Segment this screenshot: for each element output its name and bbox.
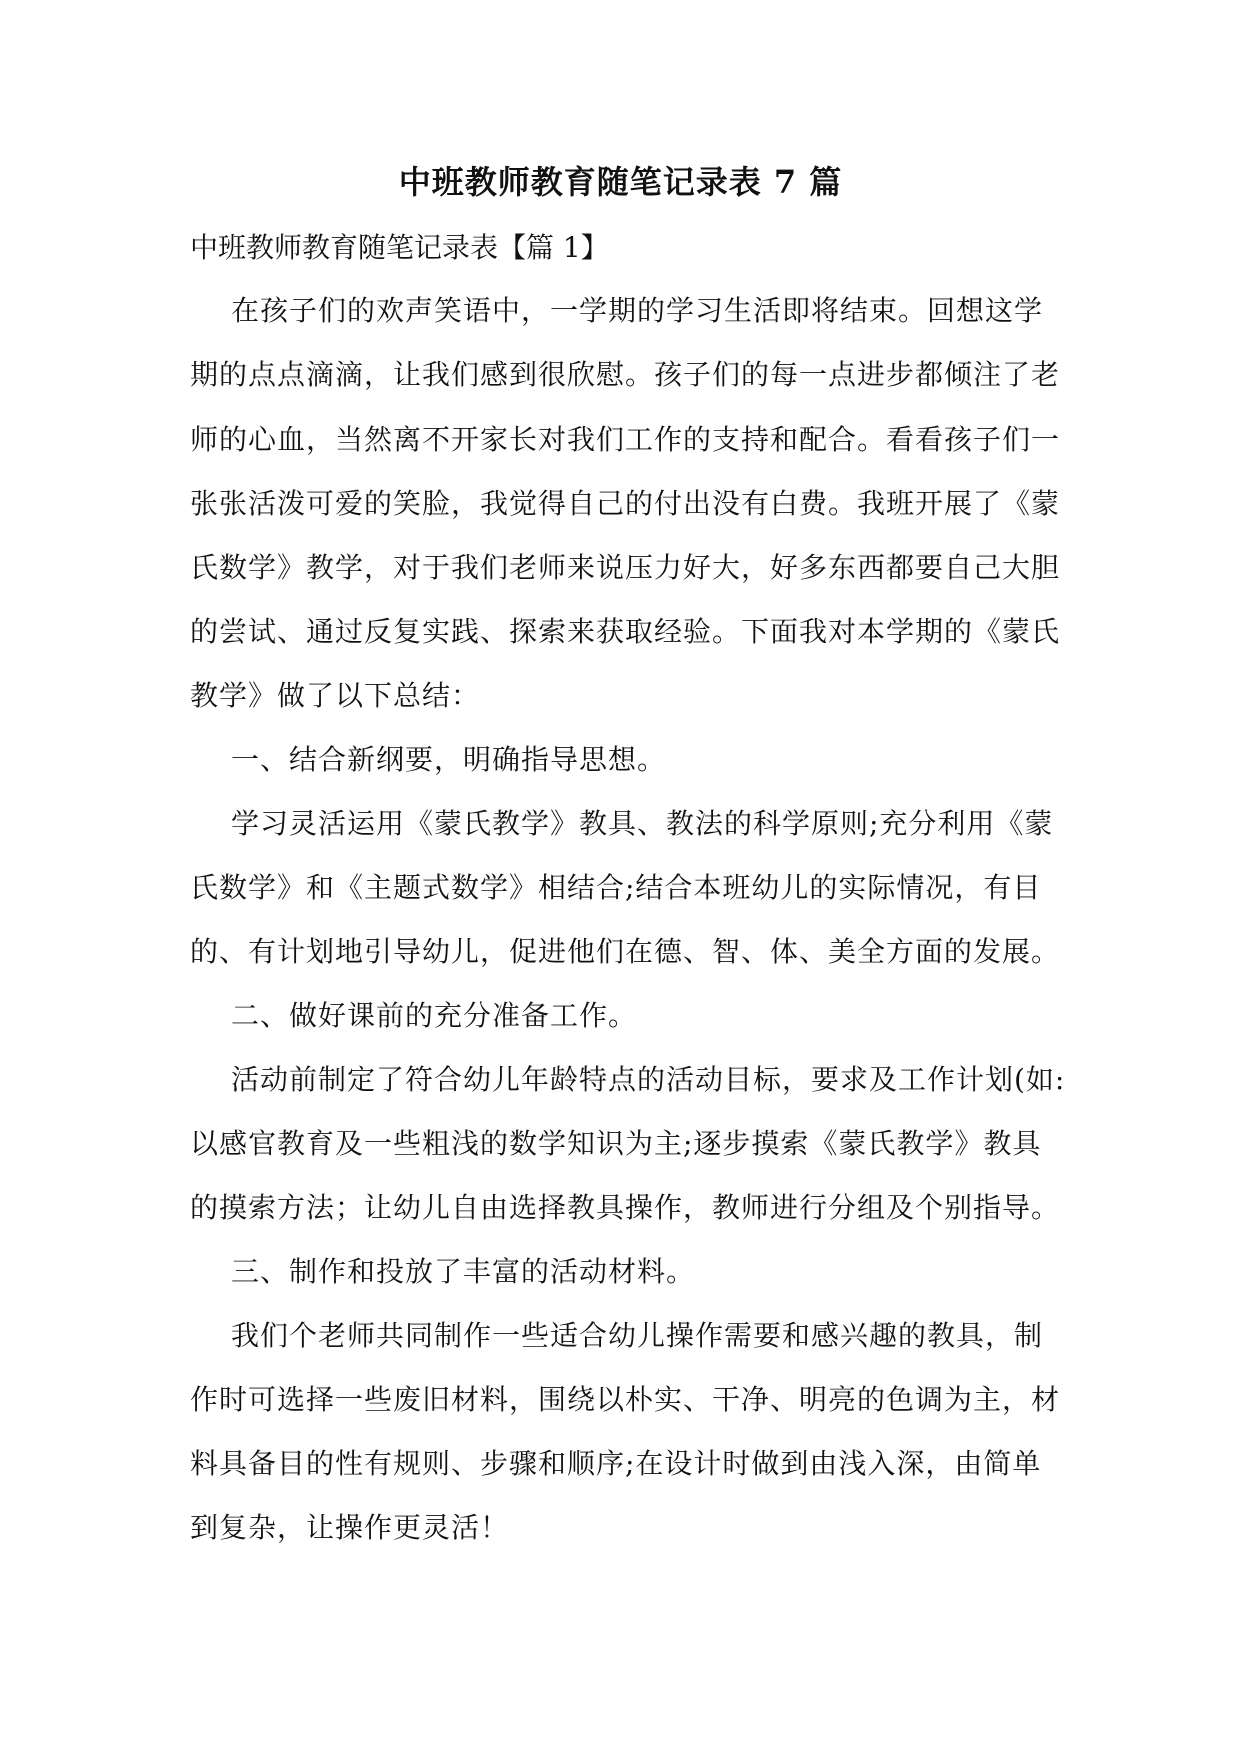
paragraph-line: 期的点点滴滴，让我们感到很欣慰。孩子们的每一点进步都倾注了老 (190, 358, 1061, 391)
document-title: 中班教师教育随笔记录表 7 篇 (398, 163, 843, 201)
paragraph-line: 的摸索方法；让幼儿自由选择教具操作，教师进行分组及个别指导。 (190, 1191, 1061, 1224)
paragraph-line: 氏数学》和《主题式数学》相结合;结合本班幼儿的实际情况，有目 (190, 871, 1042, 904)
paragraph-line: 学习灵活运用《蒙氏教学》教具、教法的科学原则;充分利用《蒙 (231, 807, 1054, 840)
paragraph-line: 师的心血，当然离不开家长对我们工作的支持和配合。看看孩子们一 (190, 423, 1061, 456)
paragraph-line: 到复杂，让操作更灵活！ (190, 1511, 510, 1544)
paragraph-line: 我们个老师共同制作一些适合幼儿操作需要和感兴趣的教具，制 (231, 1319, 1044, 1352)
paragraph-line: 活动前制定了符合幼儿年龄特点的活动目标，要求及工作计划(如: (231, 1063, 1066, 1096)
paragraph-line: 作时可选择一些废旧材料，围绕以朴实、干净、明亮的色调为主，材 (190, 1383, 1061, 1416)
paragraph-line: 氏数学》教学，对于我们老师来说压力好大，好多东西都要自己大胆 (190, 551, 1061, 584)
paragraph-line: 张张活泼可爱的笑脸，我觉得自己的付出没有白费。我班开展了《蒙 (190, 487, 1061, 520)
subheading-line: 二、做好课前的充分准备工作。 (231, 999, 638, 1032)
paragraph-line: 以感官教育及一些粗浅的数学知识为主;逐步摸索《蒙氏教学》教具 (190, 1127, 1042, 1160)
subheading-line: 一、结合新纲要，明确指导思想。 (231, 743, 667, 776)
section-heading: 中班教师教育随笔记录表【篇 1】 (190, 231, 609, 264)
paragraph-line: 的尝试、通过反复实践、探索来获取经验。下面我对本学期的《蒙氏 (190, 615, 1061, 648)
subheading-line: 三、制作和投放了丰富的活动材料。 (231, 1255, 696, 1288)
paragraph-line: 的、有计划地引导幼儿，促进他们在德、智、体、美全方面的发展。 (190, 935, 1061, 968)
paragraph-line: 在孩子们的欢声笑语中，一学期的学习生活即将结束。回想这学 (231, 294, 1044, 327)
paragraph-line: 教学》做了以下总结： (190, 679, 481, 712)
paragraph-line: 料具备目的性有规则、步骤和顺序;在设计时做到由浅入深，由简单 (190, 1447, 1042, 1480)
